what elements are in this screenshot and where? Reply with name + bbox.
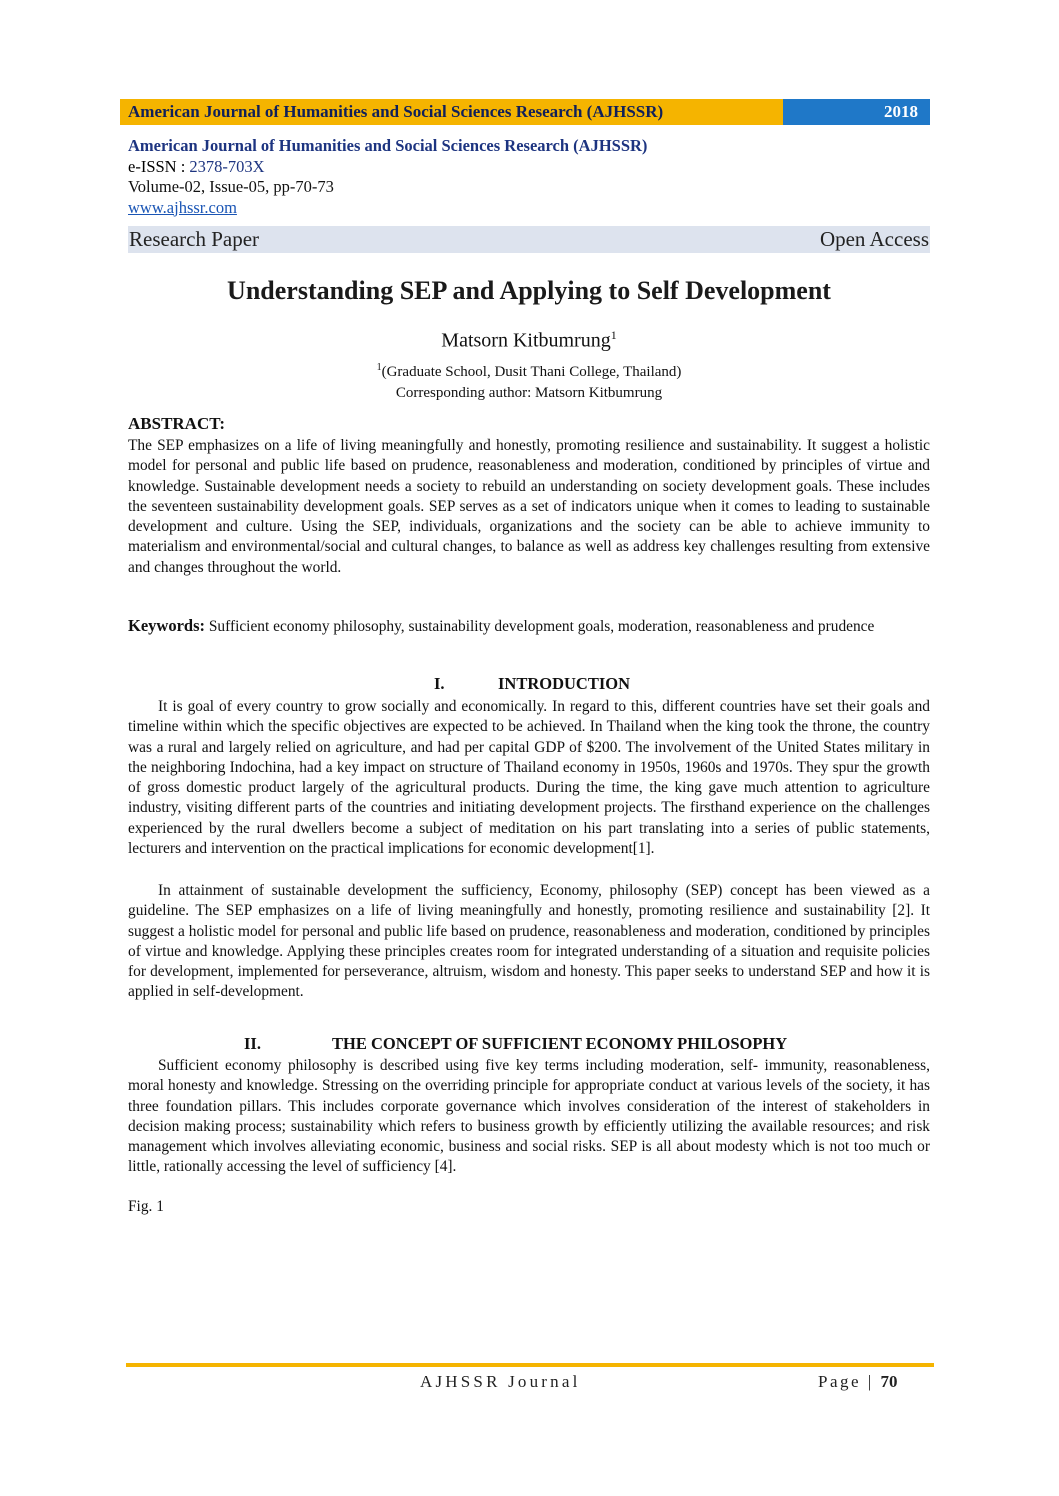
section-title: INTRODUCTION	[498, 674, 631, 693]
affiliation-block	[128, 357, 930, 404]
footer-page-label: Page |	[818, 1372, 881, 1391]
affiliation-text: (Graduate School, Dusit Thani College, Thailand)	[381, 364, 682, 380]
journal-meta	[128, 136, 928, 218]
section-number: II.	[244, 1034, 261, 1053]
header-journal-name: American Journal of Humanities and Social Sciences Research (AJHSSR)	[120, 99, 783, 125]
affiliation-sup: 1	[376, 362, 382, 373]
header-year: 2018	[783, 99, 930, 125]
abstract-heading: ABSTRACT	[128, 414, 220, 433]
access-type-label: Open Access	[819, 227, 929, 251]
issn-value: 2378-703X	[189, 156, 265, 176]
keywords-text: Sufficient economy philosophy, sustainability development goals, moderation, reasonableness and prudence	[205, 618, 875, 635]
abstract-colon: :	[219, 414, 225, 433]
author-name: Matsorn Kitbumrung	[441, 329, 611, 352]
section-title: THE CONCEPT OF SUFFICIENT ECONOMY PHILOSOPHY	[332, 1034, 788, 1053]
abstract-text: The SEP emphasizes on a life of living meaningfully and honestly, promoting resilience and sustainability. It suggest a holistic model for personal and public life based on prudence, reasonableness and moderation, conditioned by principles of virtue and knowledge. Sustainable development needs a society to rebuild an understanding on society development goals. These includes the seventeen sustainability development goals. SEP serves as a set of indicators unique when it comes to leading to sustainable development and culture. Using the SEP, individuals, organizations and the society can be able to achieve immunity to materialism and environmental/social and cultural changes, to balance as well as address key challenges resulting from extensive and changes throughout the world.	[128, 437, 930, 576]
meta-volume: Volume-02, Issue-05, pp-70-73	[128, 177, 334, 196]
abstract-heading-line	[128, 414, 225, 434]
journal-header-band	[120, 99, 930, 125]
meta-issn	[128, 157, 928, 178]
affiliation-line	[128, 357, 930, 383]
introduction-paragraph-1: It is goal of every country to grow socially and economically. In regard to this, different countries have set their goals and timeline within which the specific objectives are expected to be achieved. In Thailand when the king took the throne, the country was a rural and largely relied on agriculture, and had per capital GDP of $200. The involvement of the United States military in the neighboring Indochina, had a key impact on structure of Thailand economy in 1950s, 1960s and 1970s. They spur the growth of gross domestic product largely of the agricultural products. During the time, the king gave much attention to agriculture industry, visiting different parts of the countries and initiating development projects. The firsthand experience on the challenges experienced by the rural dwellers become a subject of meditation on his part translating into a series of public statements, lecturers and intervention on the practical implications for economic development[1].	[128, 698, 930, 858]
corresponding-author: Corresponding author: Matsorn Kitbumrung	[395, 385, 663, 401]
footer-page	[818, 1372, 897, 1392]
figure-label: Fig. 1	[128, 1198, 164, 1215]
paper-type-bar	[128, 226, 930, 253]
author-line	[128, 328, 930, 353]
sep-paragraph-1: Sufficient economy philosophy is described using five key terms including moderation, self- immunity, reasonableness, moral honesty and knowledge. Stressing on the overriding principle for appropriate conduct at various levels of the society, it has three foundation pillars. This includes corporate governance which involves consideration of the interest of stakeholders in decision making process; sustainability which refers to business growth by efficiently utilizing the available resources; and risk management which involves alleviating economic, business and social risks. SEP is all about modesty which is not too much or little, rationally accessing the level of sufficiency [4].	[128, 1057, 930, 1176]
footer-page-number: 70	[880, 1372, 898, 1391]
meta-journal-title: American Journal of Humanities and Social Sciences Research (AJHSSR)	[128, 136, 648, 155]
author-sup: 1	[610, 328, 617, 342]
paper-title: Understanding SEP and Applying to Self Development	[227, 276, 831, 305]
footer-rule	[126, 1363, 934, 1367]
keywords-label: Keywords:	[128, 616, 205, 635]
section-number: I.	[434, 674, 445, 693]
footer-journal: AJHSSR Journal	[420, 1372, 581, 1391]
paper-type-label: Research Paper	[129, 227, 260, 251]
journal-website-link[interactable]: www.ajhssr.com	[128, 197, 237, 217]
introduction-paragraph-2: In attainment of sustainable development the sufficiency, Economy, philosophy (SEP) concept has been viewed as a guideline. The SEP emphasizes on a life of living meaningfully and honestly, promoting resilience and sustainability [2]. It suggest a holistic model for personal and public life based on prudence, reasonableness and moderation, conditioned by principles of virtue and knowledge. Applying these principles creates room for integrated understanding of a situation and requisite policies for development, implemented for perseverance, altruism, wisdom and honesty. This paper seeks to understand SEP and how it is applied in self-development.	[128, 882, 930, 1001]
issn-label: e-ISSN :	[128, 156, 190, 176]
keywords-line	[128, 616, 930, 637]
